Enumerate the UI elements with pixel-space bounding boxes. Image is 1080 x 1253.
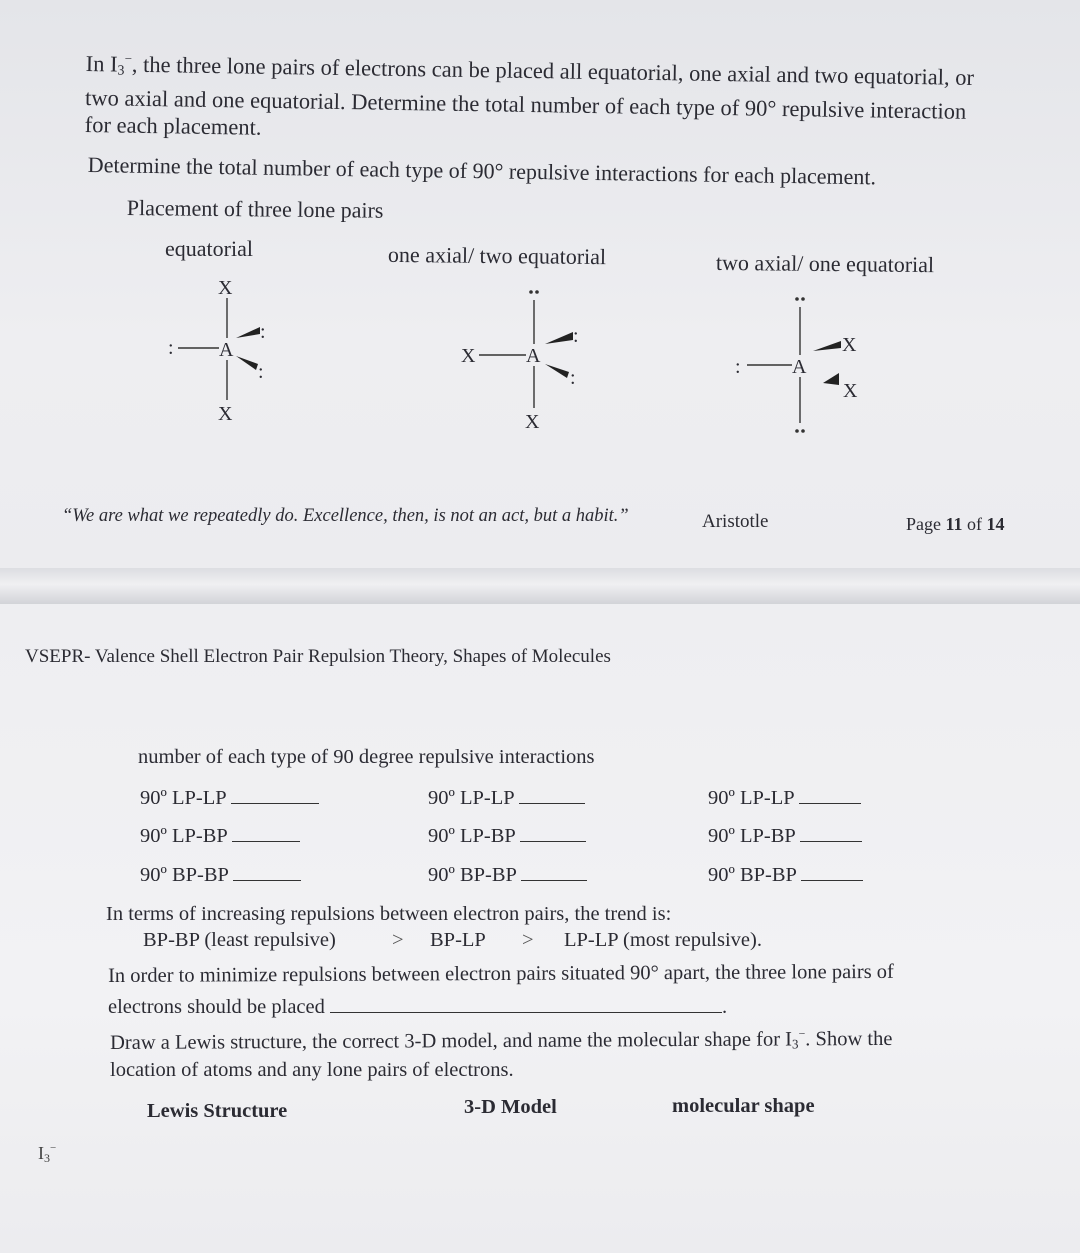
- atom-x-dash: X: [843, 380, 858, 402]
- page-prefix: Page: [906, 514, 941, 534]
- trend-intro: In terms of increasing repulsions between electron pairs, the trend is:: [106, 903, 672, 925]
- blank-line[interactable]: [800, 840, 862, 842]
- minimize-line-2: [108, 996, 727, 1019]
- minimize-line-1: In order to minimize repulsions between electron pairs situated 90° apart, the three lone pairs of: [108, 960, 894, 987]
- atom-x-left: X: [461, 345, 476, 367]
- subscript: 3: [117, 63, 125, 79]
- col2-bp-bp: [428, 864, 587, 887]
- atom-x-top: X: [218, 277, 233, 299]
- lone-pair-wedge: :: [573, 325, 579, 347]
- charge-superscript: −: [124, 50, 133, 66]
- i3-base: I: [38, 1143, 44, 1163]
- col1-lp-lp: [140, 787, 319, 810]
- page-total: 14: [986, 514, 1005, 534]
- structure-equatorial: [150, 272, 310, 432]
- atom-x-bottom: X: [525, 411, 540, 433]
- col1-bp-bp: [140, 864, 301, 887]
- placement-label-two-axial: two axial/ one equatorial: [715, 249, 935, 278]
- blank-line[interactable]: [519, 802, 585, 804]
- col2-lp-bp: [428, 825, 586, 848]
- lone-pair-wedge: :: [260, 321, 266, 343]
- intro-paragraph: [85, 44, 986, 152]
- col-molecular-shape: molecular shape: [672, 1095, 815, 1117]
- col3-lp-lp: [708, 787, 861, 810]
- minimize-text: electrons should be placed: [108, 996, 325, 1018]
- placement-label-one-axial: one axial/ two equatorial: [387, 241, 607, 270]
- trend-most: LP-LP (most repulsive).: [564, 929, 762, 951]
- label-bp-bp: 90º BP-BP: [428, 864, 517, 886]
- blank-line[interactable]: [520, 840, 586, 842]
- lone-pair-top-dot: [529, 290, 533, 294]
- section-header: VSEPR- Valence Shell Electron Pair Repulsion Theory, Shapes of Molecules: [25, 646, 611, 667]
- lone-pair-top-dot: [801, 297, 805, 301]
- dash-bond: [236, 356, 258, 370]
- charge-superscript: −: [798, 1026, 806, 1041]
- lone-pair-left: :: [168, 337, 174, 359]
- placement-label-equatorial: equatorial: [165, 236, 253, 261]
- blank-line[interactable]: [232, 840, 300, 842]
- label-bp-bp: 90º BP-BP: [708, 864, 797, 886]
- quote: “We are what we repeatedly do. Excellence, then, is not an act, but a habit.”: [62, 506, 629, 526]
- blank-line[interactable]: [231, 802, 319, 804]
- col3-bp-bp: [708, 864, 863, 887]
- trend-least: BP-BP (least repulsive): [143, 929, 336, 951]
- page-number: [906, 514, 1005, 535]
- i3-sub: 3: [44, 1151, 50, 1165]
- quote-author: Aristotle: [702, 511, 769, 532]
- dash-bond: [823, 373, 839, 385]
- page-of: of: [967, 514, 983, 534]
- label-lp-bp: 90º LP-BP: [428, 825, 516, 847]
- page-separator: [0, 568, 1080, 604]
- label-lp-lp: 90º LP-LP: [428, 787, 514, 809]
- atom-a-center: A: [219, 339, 234, 361]
- lone-pair-bottom-dot: [795, 429, 799, 433]
- trend-gt-1: >: [392, 929, 404, 951]
- interactions-heading: number of each type of 90 degree repulsive interactions: [138, 746, 595, 768]
- blank-line[interactable]: [801, 879, 863, 881]
- determine-instruction: Determine the total number of each type of 90° repulsive interactions for each placement.: [87, 152, 877, 190]
- structure-one-axial-two-equatorial: [455, 280, 615, 440]
- lone-pair-top-dot: [535, 290, 539, 294]
- atom-x-wedge: X: [842, 334, 857, 356]
- intro-text-rest: , the three lone pairs of electrons can be placed all equatorial, one axial and two equatorial, or two axial and one equatorial. Determine the total number of each type of 90° repulsive interaction for each placement.: [84, 51, 975, 140]
- subscript: 3: [791, 1036, 799, 1052]
- col3-lp-bp: [708, 825, 862, 848]
- wedge-bond: [236, 327, 260, 338]
- lone-pair-dash: :: [258, 361, 264, 383]
- atom-a-center: A: [526, 345, 541, 367]
- blank-line[interactable]: [233, 879, 301, 881]
- structure-two-axial-one-equatorial: [725, 285, 885, 445]
- lone-pair-dash: :: [570, 367, 576, 389]
- label-lp-lp: 90º LP-LP: [708, 787, 794, 809]
- intro-text-start: In I: [85, 50, 118, 77]
- placement-heading: Placement of three lone pairs: [126, 195, 384, 223]
- lone-pair-bottom-dot: [801, 429, 805, 433]
- page-current: 11: [945, 514, 963, 534]
- draw-line-1: [110, 1026, 892, 1056]
- label-bp-bp: 90º BP-BP: [140, 864, 229, 886]
- dash-bond: [545, 364, 569, 378]
- label-lp-lp: 90º LP-LP: [140, 787, 226, 809]
- col1-lp-bp: [140, 825, 300, 848]
- col-lewis-structure: Lewis Structure: [147, 1100, 288, 1122]
- atom-x-bottom: X: [218, 403, 233, 425]
- period: .: [722, 996, 728, 1018]
- col2-lp-lp: [428, 787, 585, 810]
- wedge-bond: [545, 332, 573, 344]
- draw-line-2: location of atoms and any lone pairs of electrons.: [110, 1059, 514, 1081]
- lone-pair-top-dot: [795, 297, 799, 301]
- atom-a-center: A: [792, 356, 807, 378]
- draw-text-end: . Show the: [805, 1027, 893, 1051]
- trend-middle: BP-LP: [430, 929, 486, 951]
- i3-sup: −: [50, 1142, 57, 1154]
- blank-line[interactable]: [521, 879, 587, 881]
- draw-text: Draw a Lewis structure, the correct 3-D model, and name the molecular shape for I: [110, 1028, 793, 1054]
- answer-blank[interactable]: [330, 1011, 722, 1013]
- label-lp-bp: 90º LP-BP: [140, 825, 228, 847]
- label-lp-bp: 90º LP-BP: [708, 825, 796, 847]
- trend-gt-2: >: [522, 929, 534, 951]
- wedge-bond: [813, 341, 841, 351]
- col-3d-model: 3-D Model: [464, 1096, 557, 1118]
- i3-label: [38, 1142, 56, 1166]
- blank-line[interactable]: [799, 802, 861, 804]
- lone-pair-left: :: [735, 356, 741, 378]
